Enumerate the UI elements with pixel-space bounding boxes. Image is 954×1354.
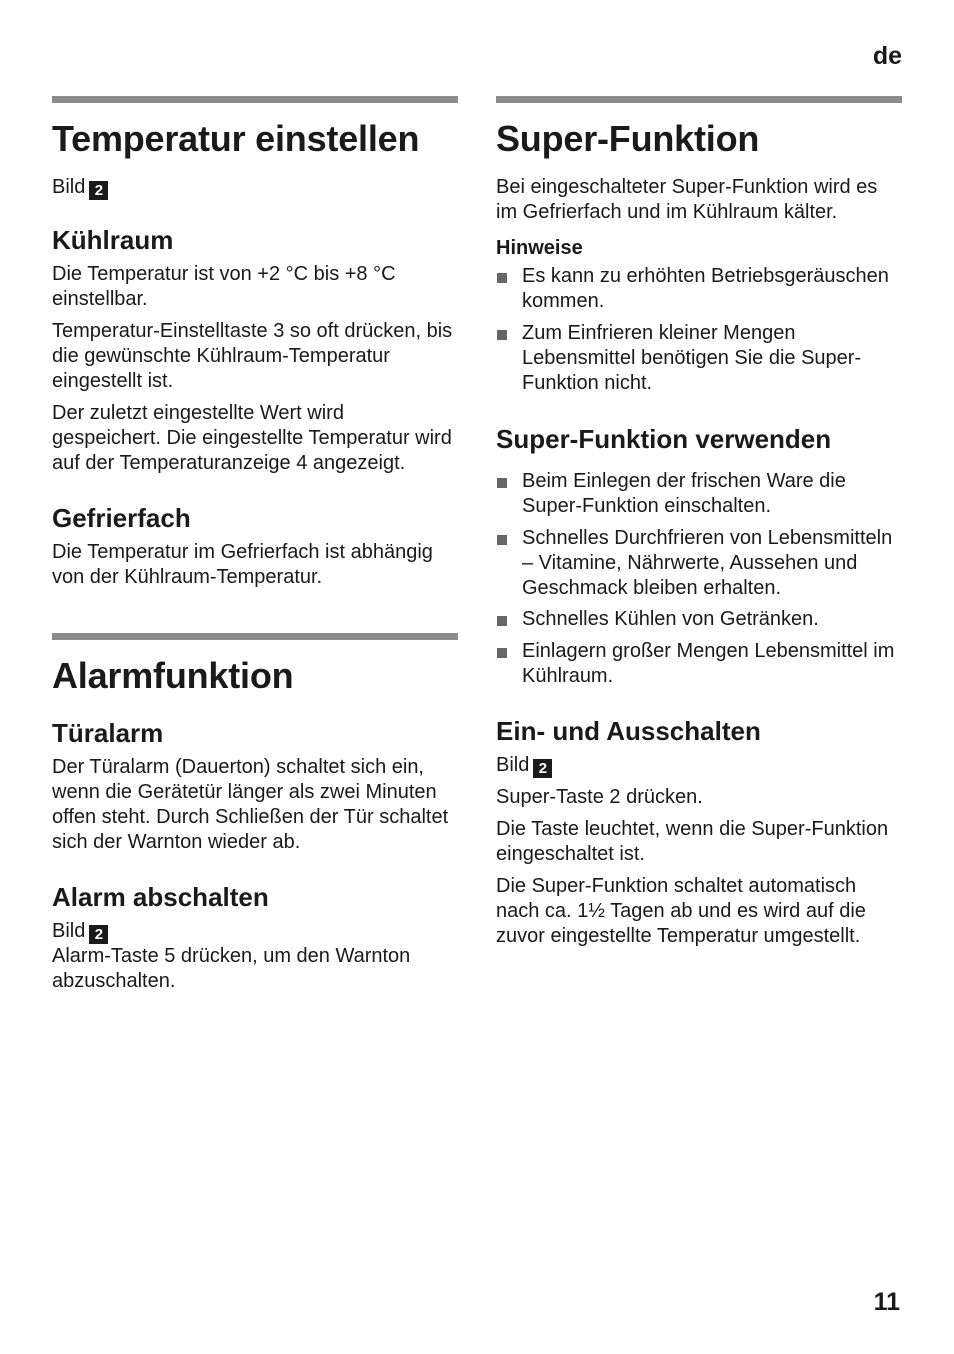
list-item xyxy=(496,639,902,689)
section-title-alarmfunktion: Alarmfunktion xyxy=(52,655,294,696)
list-item xyxy=(496,526,902,601)
figure-number-badge: 2 xyxy=(89,181,108,200)
heading-alarm-abschalten: Alarm abschalten xyxy=(52,882,269,912)
hinweise-list xyxy=(496,264,902,396)
paragraph: Der Türalarm (Dauerton) schaltet sich ein, wenn die Gerätetür länger als zwei Minuten offen steht. Durch Schließen der Tür schaltet sich der Warnton wieder ab. xyxy=(52,756,449,853)
figure-label: Bild xyxy=(52,176,86,198)
figure-number-badge: 2 xyxy=(89,925,108,944)
bullet-square-icon xyxy=(497,648,507,658)
bullet-square-icon xyxy=(497,330,507,340)
figure-label: Bild xyxy=(52,920,86,942)
page-number: 11 xyxy=(873,1288,900,1316)
figure-reference xyxy=(52,919,458,944)
list-item xyxy=(496,321,902,396)
heading-hinweise: Hinweise xyxy=(496,237,583,259)
heading-tueralarm: Türalarm xyxy=(52,718,164,748)
heading-gefrierfach: Gefrierfach xyxy=(52,503,191,533)
list-item-text: Es kann zu erhöhten Betriebsgeräuschen kommen. xyxy=(522,265,889,312)
paragraph: Super-Taste 2 drücken. xyxy=(496,786,703,808)
figure-reference xyxy=(496,753,902,778)
figure-reference xyxy=(52,175,458,200)
paragraph: Der zuletzt eingestellte Wert wird gespeichert. Die eingestellte Temperatur wird auf der Temperaturanzeige 4 angezeigt. xyxy=(52,402,452,474)
right-column xyxy=(496,96,902,949)
language-label: de xyxy=(872,42,902,70)
bullet-square-icon xyxy=(497,478,507,488)
figure-label: Bild xyxy=(496,754,530,776)
paragraph: Die Super-Funktion schaltet automatisch nach ca. 1½ Tagen ab und es wird auf die zuvor eingestellte Temperatur umgestellt. xyxy=(496,875,866,947)
list-item xyxy=(496,469,902,519)
section-rule xyxy=(496,96,902,103)
left-column xyxy=(52,96,458,994)
paragraph: Temperatur-Einstelltaste 3 so oft drücken, bis die gewünschte Kühlraum-Temperatur eingestellt ist. xyxy=(52,320,453,392)
paragraph: Alarm-Taste 5 drücken, um den Warnton abzuschalten. xyxy=(52,945,411,992)
heading-kuehlraum: Kühlraum xyxy=(52,225,174,255)
paragraph: Die Temperatur ist von +2 °C bis +8 °C einstellbar. xyxy=(52,263,396,310)
bullet-square-icon xyxy=(497,273,507,283)
paragraph: Die Taste leuchtet, wenn die Super-Funktion eingeschaltet ist. xyxy=(496,818,889,865)
list-item-text: Schnelles Durchfrieren von Lebensmitteln – Vitamine, Nährwerte, Aussehen und Geschmack bleiben erhalten. xyxy=(522,527,893,599)
list-item xyxy=(496,607,902,632)
heading-super-funktion-verwenden: Super-Funktion verwenden xyxy=(496,424,832,454)
heading-ein-und-ausschalten: Ein- und Ausschalten xyxy=(496,716,761,746)
section-rule xyxy=(52,633,458,640)
list-item-text: Beim Einlegen der frischen Ware die Super-Funktion einschalten. xyxy=(522,470,846,517)
list-item-text: Zum Einfrieren kleiner Mengen Lebensmittel benötigen Sie die Super-Funktion nicht. xyxy=(522,322,862,394)
bullet-square-icon xyxy=(497,535,507,545)
list-item-text: Einlagern großer Mengen Lebensmittel im Kühlraum. xyxy=(522,640,895,687)
list-item xyxy=(496,264,902,314)
bullet-square-icon xyxy=(497,616,507,626)
verwenden-list xyxy=(496,469,902,689)
list-item-text: Schnelles Kühlen von Getränken. xyxy=(522,608,819,630)
figure-number-badge: 2 xyxy=(533,759,552,778)
paragraph: Bei eingeschalteter Super-Funktion wird es im Gefrierfach und im Kühlraum kälter. xyxy=(496,176,878,223)
paragraph: Die Temperatur im Gefrierfach ist abhängig von der Kühlraum-Temperatur. xyxy=(52,541,433,588)
section-title-temperatur: Temperatur einstellen xyxy=(52,118,420,159)
section-rule xyxy=(52,96,458,103)
section-title-super-funktion: Super-Funktion xyxy=(496,118,760,159)
